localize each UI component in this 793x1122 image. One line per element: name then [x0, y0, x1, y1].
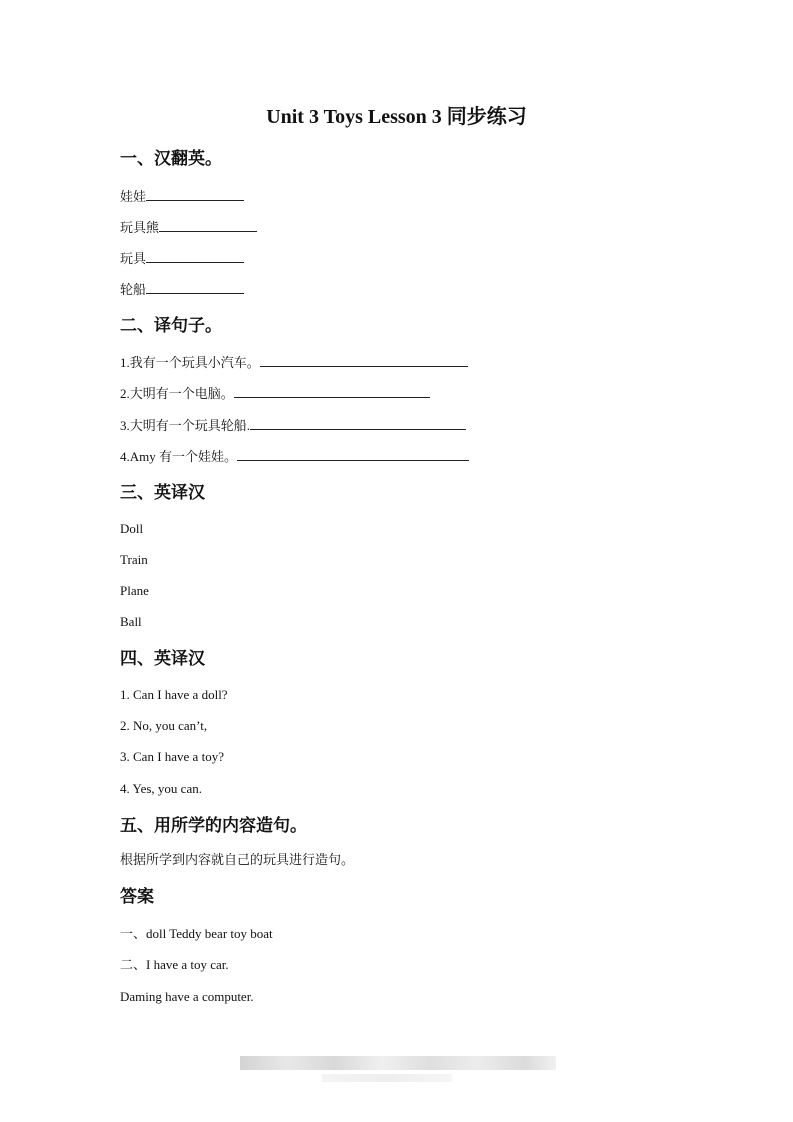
answer-blank [250, 416, 466, 430]
blurred-footer-watermark [240, 1056, 556, 1070]
answer-blank [146, 280, 244, 294]
item-label: 4.Amy 有一个娃娃。 [120, 449, 238, 464]
list-item [120, 280, 244, 299]
list-item [120, 353, 468, 372]
list-item [120, 384, 430, 403]
answer-blank [146, 249, 244, 263]
answer-line: 二、I have a toy car. [120, 957, 229, 972]
item-label: 3.大明有一个玩具轮船. [120, 418, 251, 433]
blurred-footer-watermark [322, 1074, 452, 1082]
list-item [120, 447, 469, 466]
section-heading-3: 三、英译汉 [120, 483, 205, 503]
item-label: 娃娃 [120, 189, 147, 204]
list-item: Train [120, 552, 148, 567]
list-item [120, 416, 466, 435]
answer-blank [260, 353, 468, 367]
section-heading-5: 五、用所学的内容造句。 [120, 816, 307, 836]
list-item: 3. Can I have a toy? [120, 749, 224, 764]
section-heading-2: 二、译句子。 [120, 316, 222, 336]
list-item: Ball [120, 614, 142, 629]
list-item: Plane [120, 583, 149, 598]
item-label: 玩具 [120, 251, 147, 266]
item-label: 轮船 [120, 282, 147, 297]
instruction-text: 根据所学到内容就自己的玩具进行造句。 [120, 852, 355, 867]
answer-blank [237, 447, 469, 461]
section-heading-1: 一、汉翻英。 [120, 149, 222, 169]
list-item [120, 218, 257, 237]
answers-heading: 答案 [120, 887, 154, 907]
list-item: Doll [120, 521, 144, 536]
list-item: 2. No, you can’t, [120, 718, 208, 733]
answer-blank [146, 187, 244, 201]
list-item: 1. Can I have a doll? [120, 687, 228, 702]
answer-blank [159, 218, 257, 232]
list-item: 4. Yes, you can. [120, 781, 202, 796]
item-label: 2.大明有一个电脑。 [120, 386, 234, 401]
answer-blank [234, 384, 430, 398]
item-label: 1.我有一个玩具小汽车。 [120, 355, 260, 370]
item-label: 玩具熊 [120, 220, 160, 235]
answer-line: Daming have a computer. [120, 989, 254, 1004]
list-item [120, 187, 244, 206]
section-heading-4: 四、英译汉 [120, 649, 205, 669]
list-item [120, 249, 244, 268]
page-title: Unit 3 Toys Lesson 3 同步练习 [266, 106, 527, 128]
answer-line: 一、doll Teddy bear toy boat [120, 926, 273, 941]
